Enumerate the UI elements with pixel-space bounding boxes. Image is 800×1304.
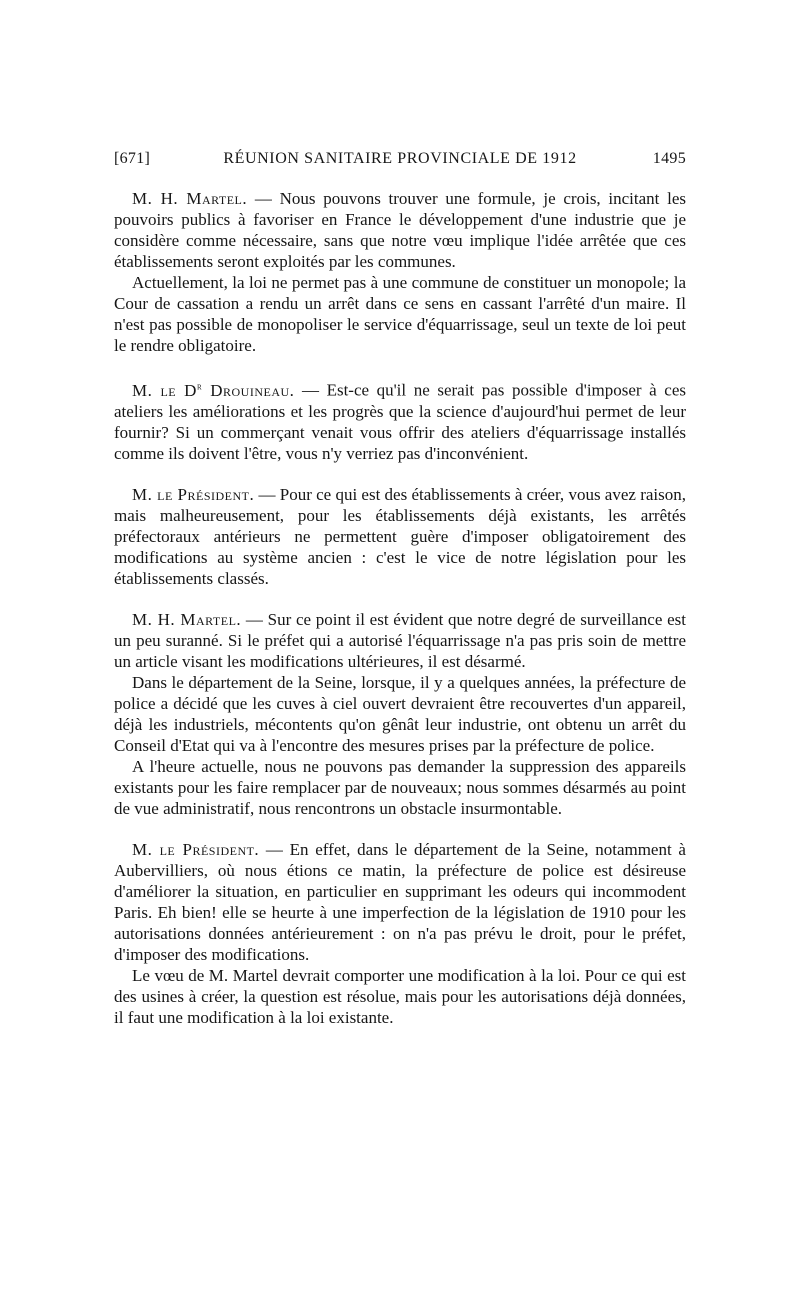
paragraph-text: Le vœu de M. Martel devrait comporter une modification à la loi. Pour ce qui est des usines à créer, la question est résolue, mais pour les autorisations déjà données, il faut une modification à la loi existante. <box>114 965 686 1027</box>
paragraph-martel-5 <box>114 756 686 819</box>
paragraph-text: — En effet, dans le département de la Seine, notamment à Aubervilliers, où nous étions ce matin, la préfecture de police est désireuse d'améliorer la situation, en particulier en supprimant les odeurs qui incommodent Paris. Eh bien! elle se heurte à une imperfection de la législation de 1910 pour les autorisations données antérieurement : on n'a pas prévu le droit, pour le préfet, d'imposer des modifications. <box>114 839 686 964</box>
paragraph-text: — Sur ce point il est évident que notre degré de surveillance est un peu suranné. Si le préfet qui a autorisé l'équarrissage n'a pas pris soin de mettre un article visant les modifications ultérieures, il est désarmé. <box>114 609 686 671</box>
paragraph-martel-1 <box>114 188 686 272</box>
page-number: 1495 <box>652 150 686 167</box>
paragraph-text: — Est-ce qu'il ne serait pas possible d'imposer à ces ateliers les améliorations et les progrès que la science d'aujourd'hui permet de leur fournir? Si un commerçant venait vous offrir des ateliers d'équarrissage installés comme ils doivent l'être, vous n'y verriez pas d'inconvénient. <box>114 380 686 463</box>
section-number: [671] <box>114 150 151 167</box>
paragraph-martel-2 <box>114 272 686 356</box>
paragraph-text: — Nous pouvons trouver une formule, je crois, incitant les pouvoirs publics à favoriser en France le développement d'une industrie que je considère comme nécessaire, sans que notre vœu implique l'idée arrêtée que ces établissements seront exploités par les communes. <box>114 189 686 271</box>
paragraph-text: A l'heure actuelle, nous ne pouvons pas demander la suppression des appareils existants pour les faire remplacer par de nouveaux; nous sommes désarmés au point de vue administratif, nous rencontrons un obstacle insurmontable. <box>114 756 686 818</box>
speaker-name: M. H. Martel. <box>132 609 242 629</box>
speaker-name: M. le $D^r$ Drouineau. <box>132 380 295 400</box>
paragraph-president-2 <box>114 839 686 965</box>
paragraph-president-3 <box>114 965 686 1028</box>
paragraph-text: Dans le département de la Seine, lorsque, il y a quelques années, la préfecture de police a décidé que les cuves à ciel ouvert devraient être recouvertes d'un appareil, déjà les industriels, mécontents qu'on gênât leur industrie, ont obtenu un arrêt du Conseil d'Etat qui va à l'encontre des mesures prises par la préfecture de police. <box>114 672 686 755</box>
paragraph-president-1 <box>114 484 686 589</box>
paragraph-drouineau <box>114 376 686 464</box>
paragraph-text: Actuellement, la loi ne permet pas à une commune de constituer un monopole; la Cour de cassation a rendu un arrêt dans ce sens en cassant l'arrêté d'un maire. Il n'est pas possible de monopoliser le service d'équarrissage, seul un texte de loi peut le rendre obligatoire. <box>114 273 686 355</box>
running-title: RÉUNION SANITAIRE PROVINCIALE DE 1912 <box>223 150 577 167</box>
paragraph-martel-4 <box>114 672 686 756</box>
speaker-name: M. le Président. <box>132 484 255 504</box>
speaker-name: M. le Président. <box>132 839 260 859</box>
paragraph-text: — Pour ce qui est des établissements à créer, vous avez raison, mais malheureusement, pour les établissements déjà existants, les arrêtés préfectoraux antérieurs ne permettent guère d'imposer obligatoirement des modifications au système ancien : c'est le vice de notre législation pour les établissements classés. <box>114 484 686 588</box>
page-body <box>114 188 686 1028</box>
paragraph-martel-3 <box>114 609 686 672</box>
speaker-name: M. H. Martel. <box>132 189 248 208</box>
